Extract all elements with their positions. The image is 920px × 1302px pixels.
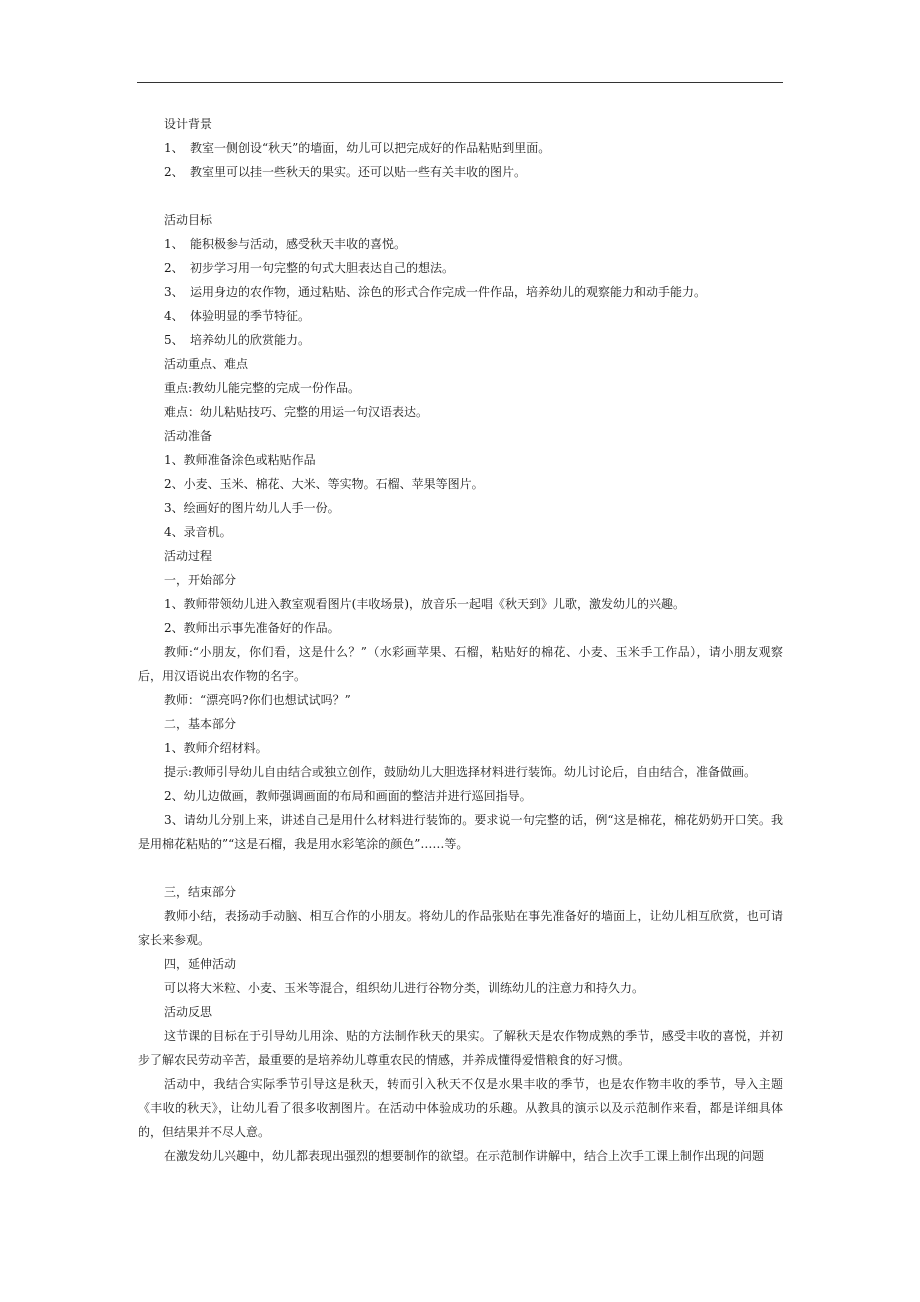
list-item: 2、 初步学习用一句完整的句式大胆表达自己的想法。 (164, 261, 455, 275)
step-line: 可以将大米粒、小麦、玉米等混合，组织幼儿进行谷物分类，训练幼儿的注意力和持久力。 (164, 981, 645, 995)
step-line: 1、教师介绍材料。 (164, 741, 268, 755)
paragraph: 3、请幼儿分别上来，讲述自己是用什么材料进行装饰的。要求说一句完整的话，例“这是棉花，棉花奶奶开口笑。我是用棉花粘贴的”“这是石榴，我是用水彩笔涂的颜色”……等。 (138, 813, 783, 851)
list-item: 2、小麦、玉米、棉花、大米、等实物。石榴、苹果等图片。 (164, 477, 484, 491)
key-point: 重点:教幼儿能完整的完成一份作品。 (164, 381, 361, 395)
paragraph: 在激发幼儿兴趣中，幼儿都表现出强烈的想要制作的欲望。在示范制作讲解中，结合上次手工课上制作出现的问题 (164, 1149, 765, 1163)
list-item: 3、绘画好的图片幼儿人手一份。 (164, 501, 340, 515)
list-item: 1、 教室一侧创设“秋天”的墙面，幼儿可以把完成好的作品粘贴到里面。 (164, 141, 551, 155)
list-item: 4、 体验明显的季节特征。 (164, 309, 311, 323)
paragraph: 这节课的目标在于引导幼儿用涂、贴的方法制作秋天的果实。了解秋天是农作物成熟的季节，感受丰收的喜悦，并初步了解农民劳动辛苦，最重要的是培养幼儿尊重农民的情感，并养成懂得爱惜粮食的好习惯。 (138, 1029, 783, 1067)
subsection-title: 三，结束部分 (164, 885, 237, 899)
step-line: 2、教师出示事先准备好的作品。 (164, 621, 340, 635)
header-rule (137, 82, 783, 83)
list-item: 1、 能积极参与活动，感受秋天丰收的喜悦。 (164, 237, 407, 251)
list-item: 3、 运用身边的农作物，通过粘贴、涂色的形式合作完成一件作品，培养幼儿的观察能力和动手能力。 (164, 285, 707, 299)
list-item: 2、 教室里可以挂一些秋天的果实。还可以贴一些有关丰收的图片。 (164, 165, 527, 179)
spacer (138, 856, 783, 880)
step-line: 提示:教师引导幼儿自由结合或独立创作，鼓励幼儿大胆选择材料进行装饰。幼儿讨论后，自由结合，准备做画。 (164, 765, 757, 779)
list-item: 1、教师准备涂色或粘贴作品 (164, 453, 316, 467)
document-body (138, 112, 783, 1168)
paragraph: 教师:“小朋友，你们看，这是什么？”（水彩画苹果、石榴，粘贴好的棉花、小麦、玉米手工作品），请小朋友观察后，用汉语说出农作物的名字。 (138, 645, 783, 683)
list-item: 5、 培养幼儿的欣赏能力。 (164, 333, 311, 347)
list-item: 4、录音机。 (164, 525, 232, 539)
difficult-point: 难点：幼儿粘贴技巧、完整的用运一句汉语表达。 (164, 405, 429, 419)
section-heading-prep: 活动准备 (164, 429, 213, 443)
step-line: 2、幼儿边做画，教师强调画面的布局和画面的整洁并进行巡回指导。 (164, 789, 532, 803)
step-line: 1、教师带领幼儿进入教室观看图片(丰收场景)，放音乐一起唱《秋天到》儿歌，激发幼儿的兴趣。 (164, 597, 686, 611)
section-heading-goals: 活动目标 (164, 213, 213, 227)
subsection-title: 四，延伸活动 (164, 957, 237, 971)
subsection-title: 二，基本部分 (164, 717, 237, 731)
step-line: 教师：“漂亮吗?你们也想试试吗？” (164, 693, 351, 707)
section-heading-process: 活动过程 (164, 549, 213, 563)
subsection-title: 一，开始部分 (164, 573, 237, 587)
paragraph: 教师小结，表扬动手动脑、相互合作的小朋友。将幼儿的作品张贴在事先准备好的墙面上，让幼儿相互欣赏，也可请家长来参观。 (138, 909, 783, 947)
section-heading-keypoints: 活动重点、难点 (164, 357, 249, 371)
section-heading-design: 设计背景 (164, 117, 213, 131)
section-heading-reflection: 活动反思 (164, 1005, 213, 1019)
paragraph: 活动中，我结合实际季节引导这是秋天，转而引入秋天不仅是水果丰收的季节，也是农作物丰收的季节，导入主题《丰收的秋天》，让幼儿看了很多收割图片。在活动中体验成功的乐趣。从教具的演示以及示范制作来看，都是详细具体的，但结果并不尽人意。 (138, 1077, 783, 1139)
spacer (138, 184, 783, 208)
